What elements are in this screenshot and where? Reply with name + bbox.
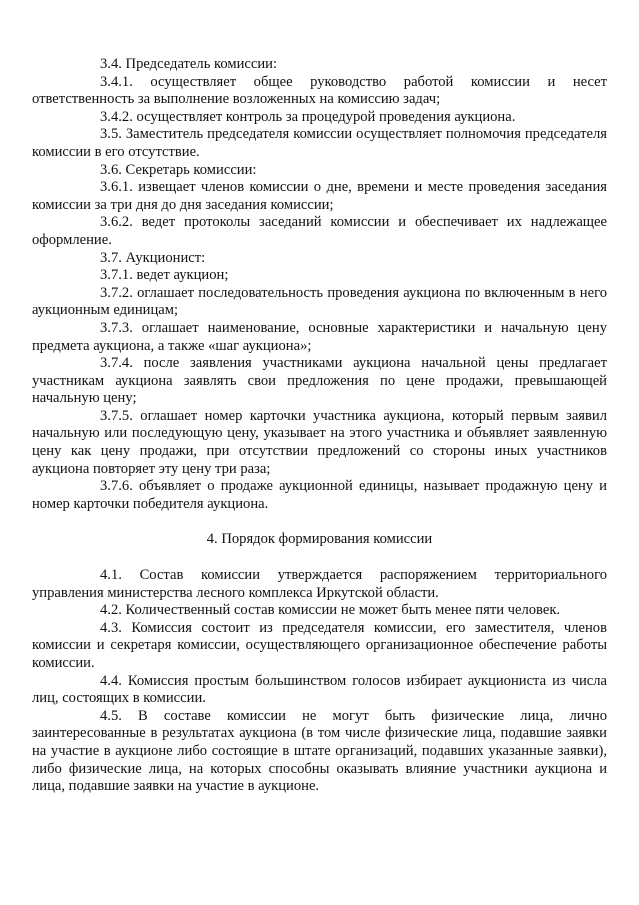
paragraph-4-5: 4.5. В составе комиссии не могут быть физические лица, лично заинтересованные в результатах аукциона (в том числе физические лица, подавшие заявки на участие в аукционе либо состоящие в штате организаций, подавших указанные заявки), либо физические лица, на которых способны оказывать влияние участники аукциона и лица, подавшие заявки на участие в аукционе. [32, 707, 607, 795]
paragraph-3-6: 3.6. Секретарь комиссии: [100, 161, 257, 178]
paragraph-4-1: 4.1. Состав комиссии утверждается распоряжением территориального управления министерства лесного комплекса Иркутской области. [32, 567, 607, 601]
paragraph-3-4: 3.4. Председатель комиссии: [100, 56, 278, 72]
paragraph-3-4-1: 3.4.1. осуществляет общее руководство работой комиссии и несет ответственность за выполнение возложенных на комиссию задач; [32, 73, 607, 108]
paragraph-4-4: 4.4. Комиссия простым большинством голосов избирает аукциониста из числа лиц, состоящих в комиссии. [32, 672, 607, 707]
paragraph-3-7-6: 3.7.6. объявляет о продаже аукционной единицы, называет продажную цену и номер карточки победителя аукциона. [32, 478, 607, 512]
section-title: 4. Порядок формирования комиссии [206, 531, 433, 548]
paragraph-3-7-2: 3.7.2. оглашает последовательность проведения аукциона по включенным в него аукционным единицам; [32, 284, 607, 319]
paragraph-3-4-2: 3.4.2. осуществляет контроль за процедурой проведения аукциона. [100, 108, 516, 125]
paragraph-3-7-5: 3.7.5. оглашает номер карточки участника аукциона, который первым заявил начальную или последующую цену, указывает на этого участника и объявляет заявленную цену как цену продажи, при отсутствии предложений со стороны иных участников аукциона повторяет эту цену три раза; [32, 407, 607, 477]
paragraph-3-7: 3.7. Аукционист: [100, 249, 206, 266]
paragraph-3-7-4: 3.7.4. после заявления участниками аукциона начальной цены предлагает участникам аукциона заявлять свои предложения по цене продажи, превышающей начальную цену; [32, 355, 607, 407]
paragraph-4-2: 4.2. Количественный состав комиссии не может быть менее пяти человек. [100, 602, 561, 619]
paragraph-3-7-3: 3.7.3. оглашает наименование, основные характеристики и начальную цену предмета аукциона, а также «шаг аукциона»; [32, 319, 607, 354]
paragraph-3-5: 3.5. Заместитель председателя комиссии осуществляет полномочия председателя комиссии в его отсутствие. [32, 126, 607, 160]
paragraph-3-6-1: 3.6.1. извещает членов комиссии о дне, времени и месте проведения заседания комиссии за три дня до дня заседания комиссии; [32, 179, 607, 213]
paragraph-3-6-2: 3.6.2. ведет протоколы заседаний комиссии и обеспечивает их надлежащее оформление. [32, 214, 607, 248]
paragraph-3-7-1: 3.7.1. ведет аукцион; [100, 267, 229, 284]
paragraph-4-3: 4.3. Комиссия состоит из председателя комиссии, его заместителя, членов комиссии и секретаря комиссии, осуществляющего организационное обеспечение работы комиссии. [32, 619, 607, 671]
